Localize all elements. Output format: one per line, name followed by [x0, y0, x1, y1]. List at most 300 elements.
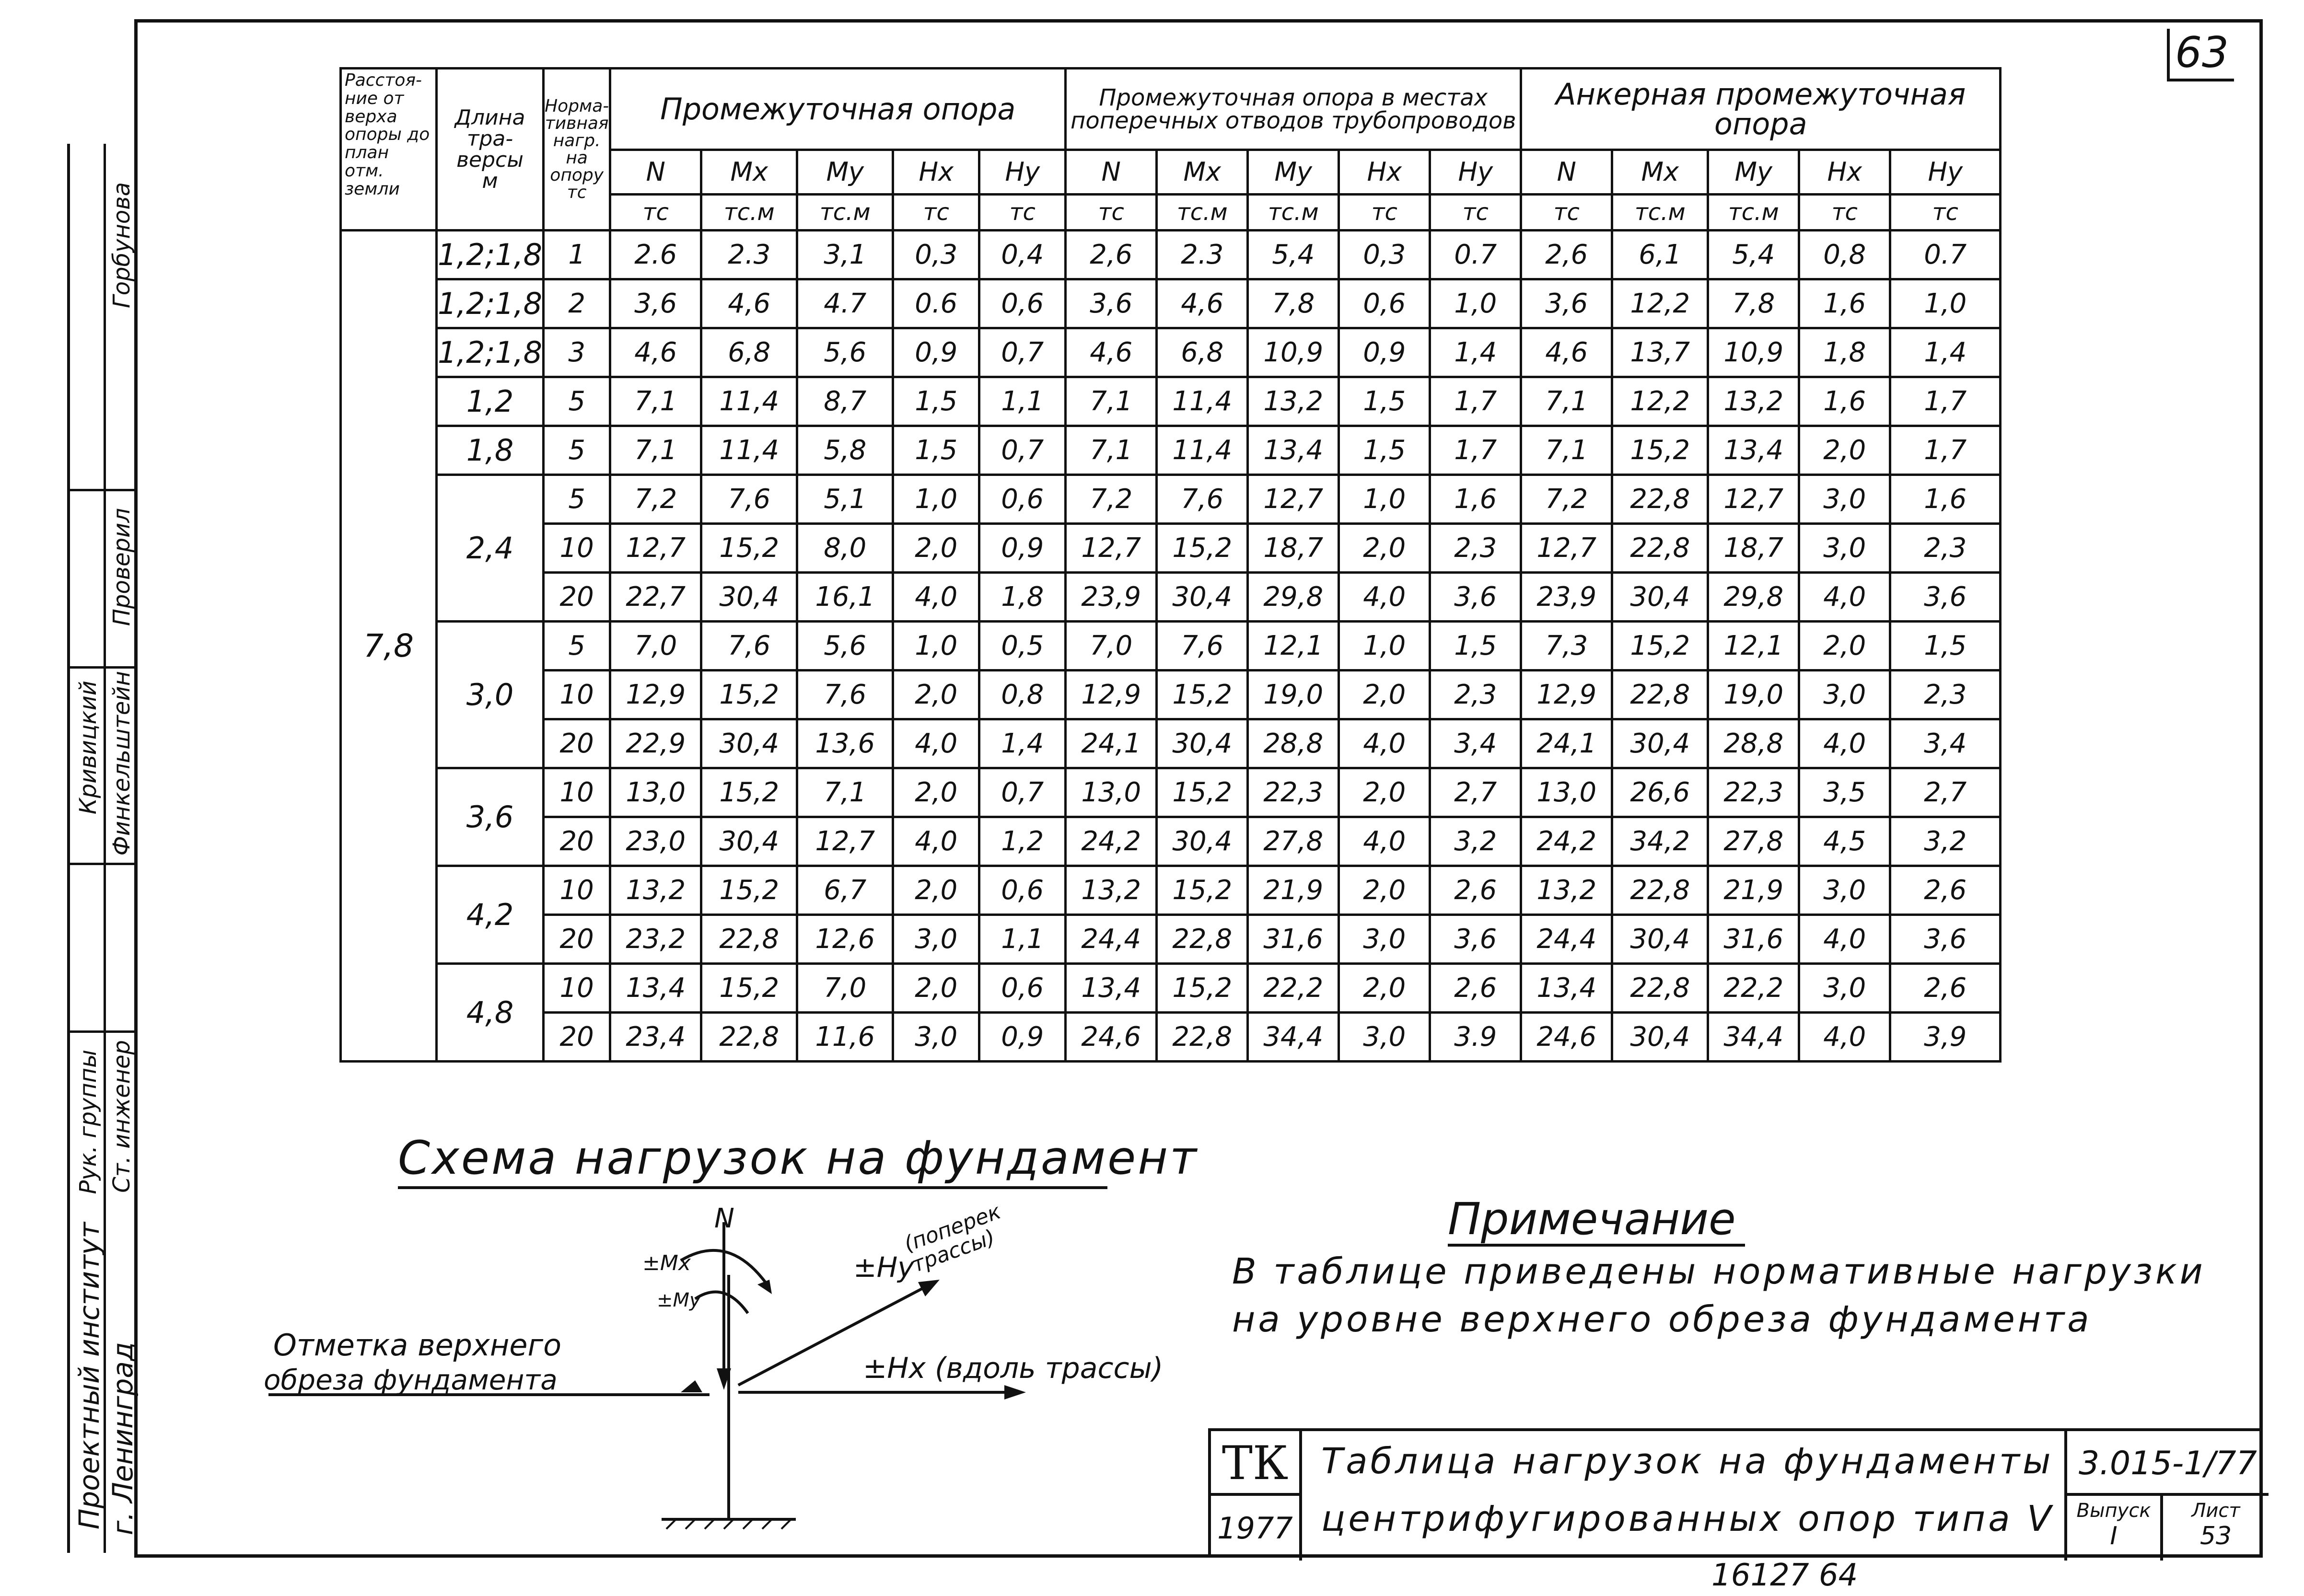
- cell-value: 1,5: [893, 426, 979, 475]
- cell-value: 22,8: [1612, 671, 1708, 719]
- cell-value: 7,1: [1066, 377, 1157, 426]
- cell-value: 3,1: [797, 231, 893, 279]
- cell-value: 2.3: [701, 231, 797, 279]
- header-unit: тс: [1430, 195, 1521, 231]
- cell-value: 4,0: [1339, 573, 1430, 622]
- header-distance: Расстоя-ние от верха опоры до план отм. земли: [341, 69, 437, 231]
- cell-load: 20: [544, 719, 610, 768]
- cell-value: 24,4: [1066, 915, 1157, 964]
- header-param: N: [1066, 150, 1157, 195]
- hx-arrowhead: [1004, 1385, 1026, 1399]
- cell-value: 22,3: [1708, 768, 1799, 817]
- cell-value: 0,8: [979, 671, 1066, 719]
- cell-value: 11,4: [701, 377, 797, 426]
- hy-arrowhead: [918, 1280, 940, 1296]
- cell-value: 7,1: [797, 768, 893, 817]
- cell-value: 28,8: [1248, 719, 1339, 768]
- header-unit: тс: [1799, 195, 1890, 231]
- cell-load: 20: [544, 573, 610, 622]
- header-load-label: Норма-тивная нагр. на опору: [545, 96, 609, 185]
- table-row: [341, 426, 2001, 475]
- cell-value: 24,6: [1521, 1013, 1612, 1062]
- cell-value: 7,6: [701, 475, 797, 524]
- cell-value: 15,2: [1612, 426, 1708, 475]
- cell-value: 22,2: [1248, 964, 1339, 1013]
- header-param: Hx: [1339, 150, 1430, 195]
- cell-value: 3,6: [610, 279, 701, 328]
- cell-value: 4,0: [1799, 915, 1890, 964]
- cell-value: 4,6: [701, 279, 797, 328]
- cell-value: 0,9: [979, 1013, 1066, 1062]
- cell-value: 22,7: [610, 573, 701, 622]
- header-unit: тс: [1521, 195, 1612, 231]
- cell-value: 12,7: [1708, 475, 1799, 524]
- cell-value: 19,0: [1248, 671, 1339, 719]
- cell-value: 4,0: [1799, 1013, 1890, 1062]
- cell-value: 4,0: [893, 573, 979, 622]
- cell-value: 3,6: [1890, 573, 2001, 622]
- title-block-sheet-label: Лист: [2191, 1500, 2240, 1522]
- cell-value: 13,2: [1521, 866, 1612, 915]
- cell-value: 3.9: [1430, 1013, 1521, 1062]
- cell-value: 13,2: [610, 866, 701, 915]
- cell-value: 0,6: [979, 475, 1066, 524]
- header-unit: тс: [1066, 195, 1157, 231]
- cell-value: 6,7: [797, 866, 893, 915]
- header-param: Hy: [1890, 150, 2001, 195]
- table-row: [341, 622, 2001, 671]
- cell-value: 12,9: [1066, 671, 1157, 719]
- cell-value: 1,7: [1430, 377, 1521, 426]
- cell-value: 3,2: [1430, 817, 1521, 866]
- cell-length: 4,2: [437, 866, 544, 964]
- scheme-title-underline: [398, 1186, 1107, 1189]
- cell-value: 15,2: [1612, 622, 1708, 671]
- cell-value: 30,4: [1612, 719, 1708, 768]
- label-mark-line2: обреза фундамента: [264, 1364, 558, 1396]
- cell-value: 2,0: [1799, 426, 1890, 475]
- cell-value: 22,8: [1157, 915, 1248, 964]
- cell-value: 3,6: [1430, 915, 1521, 964]
- cell-value: 3,6: [1890, 915, 2001, 964]
- cell-length: 1,2: [437, 377, 544, 426]
- cell-value: 1,7: [1430, 426, 1521, 475]
- table-row: [341, 279, 2001, 328]
- label-mark-line1: Отметка верхнего: [273, 1328, 562, 1363]
- cell-value: 0,7: [979, 328, 1066, 377]
- cell-value: 7,8: [1248, 279, 1339, 328]
- cell-value: 1,0: [893, 475, 979, 524]
- cell-value: 1,4: [1890, 328, 2001, 377]
- cell-value: 15,2: [701, 768, 797, 817]
- cell-value: 4,6: [610, 328, 701, 377]
- cell-value: 22,2: [1708, 964, 1799, 1013]
- cell-value: 3,0: [1339, 915, 1430, 964]
- cell-value: 7,1: [1066, 426, 1157, 475]
- cell-value: 0,6: [1339, 279, 1430, 328]
- cell-load: 10: [544, 964, 610, 1013]
- cell-load: 5: [544, 426, 610, 475]
- cell-value: 0.7: [1430, 231, 1521, 279]
- header-unit: тс: [610, 195, 701, 231]
- cell-value: 24,2: [1521, 817, 1612, 866]
- cell-value: 1,5: [1430, 622, 1521, 671]
- cell-value: 4,0: [1799, 719, 1890, 768]
- cell-value: 2,6: [1066, 231, 1157, 279]
- table-row: [341, 231, 2001, 279]
- cell-value: 30,4: [1157, 719, 1248, 768]
- header-unit: тс: [1890, 195, 2001, 231]
- title-block-code: ТК: [1211, 1431, 1302, 1496]
- cell-value: 1,0: [1339, 622, 1430, 671]
- cell-load: 3: [544, 328, 610, 377]
- cell-value: 24,4: [1521, 915, 1612, 964]
- cell-value: 12,7: [610, 524, 701, 573]
- cell-value: 22,8: [701, 915, 797, 964]
- cell-value: 34,4: [1708, 1013, 1799, 1062]
- cell-value: 5,1: [797, 475, 893, 524]
- title-block-title-1: Таблица нагрузок на фундаменты: [1321, 1441, 2054, 1482]
- cell-value: 4,0: [893, 719, 979, 768]
- cell-value: 1,1: [979, 377, 1066, 426]
- cell-value: 1,0: [1430, 279, 1521, 328]
- table-row: [341, 328, 2001, 377]
- cell-value: 1,5: [1339, 377, 1430, 426]
- cell-value: 2,0: [893, 768, 979, 817]
- cell-load: 5: [544, 622, 610, 671]
- cell-length: 1,8: [437, 426, 544, 475]
- cell-value: 4,0: [893, 817, 979, 866]
- cell-value: 12,7: [1248, 475, 1339, 524]
- cell-load: 5: [544, 377, 610, 426]
- cell-value: 6,1: [1612, 231, 1708, 279]
- cell-value: 3,6: [1430, 573, 1521, 622]
- header-load-unit: тс: [567, 182, 587, 202]
- cell-value: 24,1: [1521, 719, 1612, 768]
- cell-value: 7,2: [1066, 475, 1157, 524]
- cell-value: 15,2: [701, 524, 797, 573]
- cell-value: 1,7: [1890, 426, 2001, 475]
- cell-value: 7,0: [1066, 622, 1157, 671]
- cell-length: 2,4: [437, 475, 544, 622]
- cell-value: 1,8: [1799, 328, 1890, 377]
- sidebar-role-lead: Рук. группы: [75, 1050, 102, 1194]
- header-param: Mx: [1157, 150, 1248, 195]
- label-n: N: [714, 1203, 734, 1234]
- cell-value: 2,7: [1430, 768, 1521, 817]
- cell-value: 7,1: [610, 426, 701, 475]
- cell-value: 3,0: [1799, 866, 1890, 915]
- label-hx: ±Hx (вдоль трассы): [863, 1352, 1164, 1385]
- cell-value: 2,6: [1890, 866, 2001, 915]
- cell-value: 30,4: [1612, 573, 1708, 622]
- header-param: N: [610, 150, 701, 195]
- cell-value: 2.6: [610, 231, 701, 279]
- cell-value: 12,1: [1708, 622, 1799, 671]
- cell-value: 12,2: [1612, 377, 1708, 426]
- cell-value: 6,8: [701, 328, 797, 377]
- cell-value: 12,6: [797, 915, 893, 964]
- cell-value: 7,6: [701, 622, 797, 671]
- cell-value: 4,6: [1157, 279, 1248, 328]
- cell-value: 5,8: [797, 426, 893, 475]
- label-mx: ±Mx: [642, 1251, 691, 1275]
- cell-value: 4,0: [1339, 817, 1430, 866]
- sidebar-name-3: Горбунова: [108, 182, 135, 309]
- cell-value: 34,4: [1248, 1013, 1339, 1062]
- cell-value: 1,8: [979, 573, 1066, 622]
- cell-value: 1,6: [1430, 475, 1521, 524]
- cell-value: 15,2: [1157, 768, 1248, 817]
- cell-value: 0.6: [893, 279, 979, 328]
- cell-value: 2,7: [1890, 768, 2001, 817]
- sidebar-role-engineer: Ст. инженер: [108, 1040, 135, 1193]
- cell-value: 7,6: [1157, 475, 1248, 524]
- cell-value: 21,9: [1708, 866, 1799, 915]
- title-block-sheet-cell: [2163, 1496, 2269, 1561]
- sidebar-stamp: [67, 144, 139, 1553]
- header-param: My: [797, 150, 893, 195]
- cell-value: 13,4: [1708, 426, 1799, 475]
- sidebar-org-city: г. Ленинград: [106, 1342, 139, 1536]
- cell-value: 24,1: [1066, 719, 1157, 768]
- cell-value: 12,9: [610, 671, 701, 719]
- sidebar-cell-divider: [70, 863, 137, 865]
- cell-value: 13,2: [1066, 866, 1157, 915]
- cell-value: 13,0: [1521, 768, 1612, 817]
- label-my: ±My: [657, 1289, 701, 1311]
- cell-value: 7,2: [1521, 475, 1612, 524]
- cell-value: 22,8: [1612, 964, 1708, 1013]
- header-param: Mx: [701, 150, 797, 195]
- cell-value: 12,1: [1248, 622, 1339, 671]
- cell-load: 20: [544, 1013, 610, 1062]
- cell-value: 8,0: [797, 524, 893, 573]
- cell-load: 5: [544, 475, 610, 524]
- table-body: [341, 231, 2001, 1062]
- cell-value: 5,4: [1248, 231, 1339, 279]
- cell-value: 2,0: [1339, 964, 1430, 1013]
- header-group-anchor: Анкерная промежуточная опора: [1521, 69, 2001, 150]
- title-block-sheet-value: 53: [2199, 1522, 2232, 1550]
- cell-value: 0,8: [1799, 231, 1890, 279]
- cell-value: 2,0: [1339, 866, 1430, 915]
- cell-load: 10: [544, 768, 610, 817]
- cell-value: 1,0: [893, 622, 979, 671]
- cell-value: 2,3: [1430, 671, 1521, 719]
- cell-value: 2.3: [1157, 231, 1248, 279]
- cell-value: 0,7: [979, 426, 1066, 475]
- cell-value: 12,9: [1521, 671, 1612, 719]
- cell-value: 23,4: [610, 1013, 701, 1062]
- cell-value: 11,4: [1157, 377, 1248, 426]
- header-unit: тс.м: [1248, 195, 1339, 231]
- cell-value: 15,2: [701, 866, 797, 915]
- cell-value: 24,6: [1066, 1013, 1157, 1062]
- cell-value: 18,7: [1248, 524, 1339, 573]
- cell-value: 7,1: [1521, 426, 1612, 475]
- cell-distance: 7,8: [341, 231, 437, 1062]
- cell-value: 2,0: [893, 671, 979, 719]
- cell-value: 2,0: [1339, 671, 1430, 719]
- cell-load: 10: [544, 524, 610, 573]
- mx-arrowhead: [757, 1280, 772, 1294]
- cell-value: 12,7: [1521, 524, 1612, 573]
- cell-value: 27,8: [1708, 817, 1799, 866]
- note-title: Примечание: [1448, 1193, 1736, 1245]
- cell-value: 7,0: [797, 964, 893, 1013]
- loads-table: [339, 67, 2001, 1063]
- cell-value: 1,6: [1799, 279, 1890, 328]
- cell-value: 2,0: [893, 964, 979, 1013]
- cell-value: 15,2: [701, 671, 797, 719]
- cell-value: 0,6: [979, 964, 1066, 1013]
- cell-value: 4.7: [797, 279, 893, 328]
- sidebar-name-2: Финкельштейн: [108, 671, 135, 856]
- cell-value: 13,7: [1612, 328, 1708, 377]
- cell-value: 3,0: [893, 1013, 979, 1062]
- header-param: Hy: [979, 150, 1066, 195]
- cell-value: 2,0: [893, 524, 979, 573]
- title-block-doc-number: 3.015-1/77: [2067, 1431, 2269, 1496]
- cell-value: 13,0: [1066, 768, 1157, 817]
- cell-value: 3,0: [893, 915, 979, 964]
- title-block-title-2: центрифугированных опор типа V: [1321, 1498, 2054, 1539]
- cell-value: 1,4: [1430, 328, 1521, 377]
- header-load: [544, 69, 610, 231]
- cell-value: 22,8: [1612, 524, 1708, 573]
- cell-load: 10: [544, 866, 610, 915]
- cell-value: 3,0: [1799, 964, 1890, 1013]
- cell-load: 10: [544, 671, 610, 719]
- cell-value: 23,0: [610, 817, 701, 866]
- cell-value: 28,8: [1708, 719, 1799, 768]
- cell-value: 3,5: [1799, 768, 1890, 817]
- header-length-label: Длина тра-версы: [454, 105, 525, 172]
- cell-value: 13,4: [610, 964, 701, 1013]
- cell-value: 2,6: [1430, 964, 1521, 1013]
- label-hy: ±Hy: [853, 1251, 914, 1284]
- title-block-issue-value: I: [2110, 1522, 2118, 1550]
- cell-value: 7,1: [610, 377, 701, 426]
- cell-value: 7,6: [797, 671, 893, 719]
- cell-value: 19,0: [1708, 671, 1799, 719]
- header-unit: тс.м: [797, 195, 893, 231]
- header-unit: тс.м: [701, 195, 797, 231]
- header-param: Hx: [893, 150, 979, 195]
- cell-value: 22,8: [1612, 866, 1708, 915]
- cell-value: 4,0: [1339, 719, 1430, 768]
- table-row: [341, 1013, 2001, 1062]
- header-param: Hy: [1430, 150, 1521, 195]
- cell-load: 20: [544, 915, 610, 964]
- cell-value: 3,0: [1799, 475, 1890, 524]
- cell-length: 3,0: [437, 622, 544, 768]
- cell-value: 15,2: [1157, 866, 1248, 915]
- cell-value: 8,7: [797, 377, 893, 426]
- header-group-branch: Промежуточная опора в местах поперечных отводов трубопроводов: [1066, 69, 1521, 150]
- cell-value: 0,9: [893, 328, 979, 377]
- cell-value: 7,8: [1708, 279, 1799, 328]
- cell-value: 2,3: [1430, 524, 1521, 573]
- cell-load: 2: [544, 279, 610, 328]
- cell-value: 0,6: [979, 279, 1066, 328]
- cell-value: 30,4: [701, 719, 797, 768]
- cell-value: 6,8: [1157, 328, 1248, 377]
- cell-value: 15,2: [1157, 964, 1248, 1013]
- sidebar-cell-divider: [70, 1030, 137, 1033]
- cell-value: 12,7: [1066, 524, 1157, 573]
- cell-value: 0,6: [979, 866, 1066, 915]
- cell-value: 3,9: [1890, 1013, 2001, 1062]
- table-row: [341, 768, 2001, 817]
- cell-value: 30,4: [701, 817, 797, 866]
- cell-value: 2,0: [1339, 768, 1430, 817]
- cell-value: 13,2: [1708, 377, 1799, 426]
- cell-value: 30,4: [1157, 573, 1248, 622]
- header-unit: тс.м: [1612, 195, 1708, 231]
- cell-value: 2,0: [893, 866, 979, 915]
- cell-value: 23,9: [1521, 573, 1612, 622]
- table-row: [341, 866, 2001, 915]
- cell-value: 23,9: [1066, 573, 1157, 622]
- note-line-1: В таблице приведены нормативные нагрузки: [1232, 1251, 2206, 1292]
- header-unit: тс.м: [1157, 195, 1248, 231]
- cell-value: 5,6: [797, 328, 893, 377]
- cell-value: 13,6: [797, 719, 893, 768]
- header-unit: тс: [893, 195, 979, 231]
- cell-value: 7,3: [1521, 622, 1612, 671]
- cell-value: 1,5: [1890, 622, 2001, 671]
- cell-value: 22,8: [701, 1013, 797, 1062]
- sidebar-name-1: Кривицкий: [75, 681, 102, 815]
- sidebar-cell-divider: [70, 666, 137, 669]
- cell-value: 3,4: [1890, 719, 2001, 768]
- cell-value: 0,3: [893, 231, 979, 279]
- cell-length: 1,2;1,8: [437, 231, 544, 279]
- scheme-title: Схема нагрузок на фундамент: [398, 1131, 1199, 1185]
- note-title-underline: [1448, 1244, 1745, 1247]
- cell-value: 12,2: [1612, 279, 1708, 328]
- title-block-right: [2064, 1431, 2266, 1561]
- header-param: My: [1248, 150, 1339, 195]
- cell-value: 11,6: [797, 1013, 893, 1062]
- cell-value: 13,2: [1248, 377, 1339, 426]
- cell-value: 7,1: [1521, 377, 1612, 426]
- cell-value: 0,3: [1339, 231, 1430, 279]
- table-row: [341, 817, 2001, 866]
- cell-value: 0,9: [979, 524, 1066, 573]
- page-number: 63: [2167, 29, 2234, 81]
- cell-value: 4,6: [1521, 328, 1612, 377]
- title-block: [1208, 1428, 2263, 1558]
- cell-value: 5,6: [797, 622, 893, 671]
- cell-value: 1,6: [1890, 475, 2001, 524]
- table-row: [341, 964, 2001, 1013]
- cell-value: 18,7: [1708, 524, 1799, 573]
- header-param: Mx: [1612, 150, 1708, 195]
- cell-value: 11,4: [1157, 426, 1248, 475]
- header-param: My: [1708, 150, 1799, 195]
- cell-value: 0.7: [1890, 231, 2001, 279]
- bottom-numbers: 16127 64: [1711, 1558, 1858, 1593]
- cell-value: 1,5: [893, 377, 979, 426]
- cell-value: 5,4: [1708, 231, 1799, 279]
- cell-value: 1,4: [979, 719, 1066, 768]
- cell-value: 29,8: [1248, 573, 1339, 622]
- cell-value: 30,4: [1157, 817, 1248, 866]
- header-unit: тс: [1339, 195, 1430, 231]
